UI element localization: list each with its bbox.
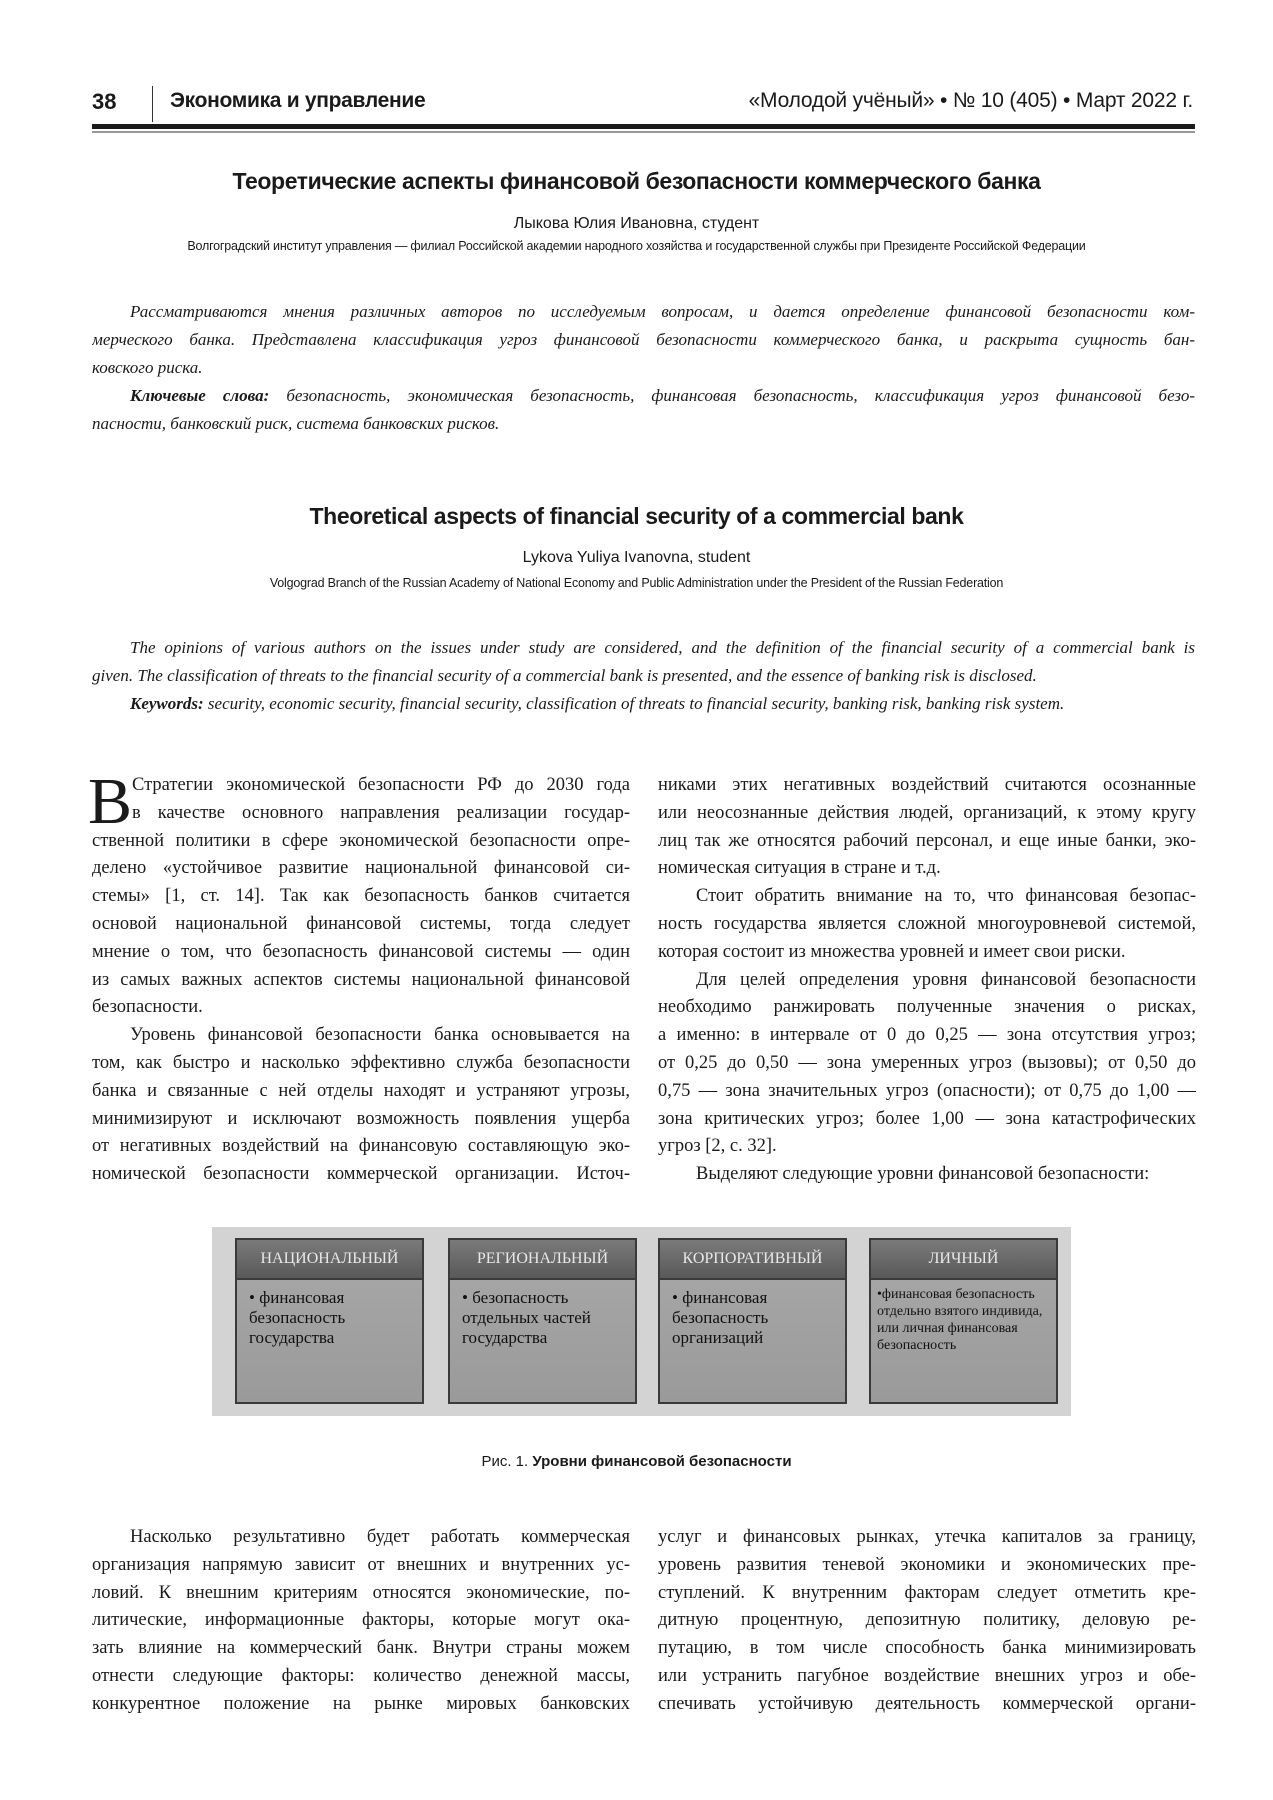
- journal-issue: «Молодой учёный» • № 10 (405) • Март 2022 г.: [748, 89, 1193, 112]
- paragraph-line: которая состоит из множества уровней и имеет свои риски.: [658, 941, 1126, 962]
- paragraph-line: основой национальной финансовой системы, тогда следует: [92, 914, 630, 934]
- keywords-line: [130, 382, 1195, 410]
- figure-caption: [0, 1453, 1273, 1470]
- paragraph-line: 0,75 — зона значительных угроз (опасности); от 0,75 до 1,00 —: [658, 1080, 1196, 1101]
- keywords-line: [130, 690, 1195, 718]
- header-rule-thin: [92, 131, 1195, 133]
- caption-prefix: Рис. 1.: [481, 1453, 533, 1470]
- header-rule: [92, 124, 1195, 129]
- paragraph-line: стемы» [1, ст. 14]. Так как безопасность банков считается: [92, 886, 630, 907]
- paragraph-line: путацию, в том числе способность банка минимизировать: [658, 1638, 1196, 1659]
- paragraph-line: Насколько результативно будет работать коммерческая: [130, 1527, 630, 1547]
- paragraph-line: или неосознанные действия людей, организаций, к этому кругу: [658, 802, 1196, 823]
- paragraph-line: лиц так же относятся рабочий персонал, и еще иные банки, эко-: [658, 830, 1196, 851]
- header-divider: [152, 86, 153, 122]
- author-ru: Лыкова Юлия Ивановна, студент: [513, 215, 760, 232]
- paragraph-line: услуг и финансовых рынках, утечка капиталов за границу,: [658, 1527, 1196, 1547]
- paragraph-line: уровень развития теневой экономики и экономических пре-: [658, 1554, 1196, 1575]
- keywords-line: пасности, банковский риск, система банковских рисков.: [92, 414, 500, 433]
- paragraph-line: из самых важных аспектов системы национальной финансовой: [92, 969, 630, 990]
- paragraph-line: отнести следующие факторы: количество денежной массы,: [92, 1666, 630, 1686]
- paragraph-line: банка и связанные с ней отделы находят и устраняют угрозы,: [92, 1080, 630, 1101]
- paragraph-line: дитную процентную, депозитную политику, деловую ре-: [658, 1610, 1196, 1631]
- article-title-ru: Теоретические аспекты финансовой безопасности коммерческого банка: [232, 168, 1041, 194]
- level-title: РЕГИОНАЛЬНЫЙ: [450, 1240, 635, 1280]
- paragraph-line: Выделяют следующие уровни финансовой безопасности:: [696, 1164, 1150, 1185]
- page-number: 38: [92, 89, 117, 114]
- level-description: • финансовая безопасность государства: [249, 1288, 346, 1347]
- paragraph-line: минимизируют и исключают возможность появления ущерба: [92, 1108, 630, 1129]
- paragraph-line: ступлений. К внутренним факторам следует отметить кре-: [658, 1582, 1196, 1603]
- abstract-line: мерческого банка. Представлена классификация угроз финансовой безопасности коммерческого банка, и раскрыта сущность бан-: [92, 330, 1195, 349]
- paragraph-line: ственной политики в сфере экономической безопасности опре-: [92, 830, 630, 851]
- keywords-text: security, economic security, financial security, classification of threats to financial security, banking risk, banking risk system.: [207, 694, 1065, 713]
- article-title-en: Theoretical aspects of financial security of a commercial bank: [309, 503, 964, 529]
- drop-cap: В: [88, 765, 133, 838]
- level-description: • финансовая безопасность организаций: [672, 1288, 769, 1347]
- paragraph-line: зона критических угроз; более 1,00 — зона катастрофических: [658, 1108, 1196, 1129]
- level-box: [448, 1238, 637, 1404]
- abstract-line: The opinions of various authors on the issues under study are considered, and the definition of the financial security of a commercial bank is: [130, 638, 1195, 657]
- paragraph-line: от 0,25 до 0,50 — зона умеренных угроз (вызовы); от 0,50 до: [658, 1053, 1196, 1073]
- paragraph-line: от негативных воздействий на финансовую составляющую эко-: [92, 1136, 630, 1157]
- paragraph-line: никами этих негативных воздействий считаются осознанные: [658, 775, 1196, 795]
- caption-title: Уровни финансовой безопасности: [532, 1453, 792, 1470]
- level-box: [869, 1238, 1058, 1404]
- level-title: КОРПОРАТИВНЫЙ: [660, 1240, 845, 1280]
- paragraph-line: или устранить пагубное воздействие внешних угроз и обе-: [658, 1666, 1196, 1686]
- keywords-text: безопасность, экономическая безопасность, финансовая безопасность, классификация угроз финансовой безо-: [286, 386, 1195, 405]
- paragraph-line: безопасности.: [92, 997, 203, 1018]
- paragraph-line: в качестве основного направления реализации государ-: [132, 802, 630, 823]
- level-title: НАЦИОНАЛЬНЫЙ: [237, 1240, 422, 1280]
- paragraph-line: а именно: в интервале от 0 до 0,25 — зона отсутствия угроз;: [658, 1025, 1196, 1046]
- abstract-line: given. The classification of threats to the financial security of a commercial bank is presented, and the essence of banking risk is disclosed.: [92, 666, 1037, 685]
- paragraph-line: литические, информационные факторы, которые могут ока-: [92, 1610, 630, 1631]
- abstract-line: ковского риска.: [92, 358, 203, 377]
- paragraph-line: необходимо ранжировать полученные значения о рисках,: [658, 997, 1196, 1018]
- paragraph-line: номическая ситуация в стране и т.д.: [658, 858, 941, 879]
- affiliation-en: Volgograd Branch of the Russian Academy of National Economy and Public Administration under the President of the Russian Federation: [269, 576, 1004, 590]
- paragraph-line: Уровень финансовой безопасности банка основывается на: [130, 1025, 630, 1046]
- paragraph-line: Для целей определения уровня финансовой безопасности: [696, 969, 1196, 990]
- paragraph-line: делено «устойчивое развитие национальной финансовой си-: [92, 858, 630, 879]
- level-description: •финансовая безопасность отдельно взятого индивида, или личная финансовая безопасность: [877, 1287, 1043, 1353]
- paragraph-line: том, как быстро и насколько эффективно служба безопасности: [92, 1053, 630, 1073]
- paragraph-line: организация напрямую зависит от внешних и внутренних ус-: [92, 1554, 630, 1575]
- paragraph-line: мнение о том, что безопасность финансовой системы — один: [92, 941, 630, 962]
- level-description: • безопасность отдельных частей государства: [462, 1288, 591, 1347]
- paragraph-line: ловий. К внешним критериям относятся экономические, по-: [92, 1582, 630, 1603]
- level-box: [658, 1238, 847, 1404]
- level-title: ЛИЧНЫЙ: [871, 1240, 1056, 1280]
- paragraph-line: Стоит обратить внимание на то, что финансовая безопас-: [696, 886, 1196, 907]
- author-en: Lykova Yuliya Ivanovna, student: [522, 549, 751, 566]
- paragraph-line: спечивать устойчивую деятельность коммерческой органи-: [658, 1693, 1196, 1714]
- paragraph-line: конкурентное положение на рынке мировых банковских: [92, 1693, 630, 1714]
- keywords-label: Keywords:: [130, 694, 204, 713]
- paragraph-line: угроз [2, с. 32].: [658, 1136, 777, 1157]
- abstract-line: Рассматриваются мнения различных авторов по исследуемым вопросам, и дается определение финансовой безопасности ком-: [130, 302, 1195, 321]
- level-box: [235, 1238, 424, 1404]
- affiliation-ru: Волгоградский институт управления — филиал Российской академии народного хозяйства и государственной службы при Президенте Российской Федерации: [187, 239, 1086, 253]
- section-title: Экономика и управление: [170, 89, 426, 112]
- paragraph-line: Стратегии экономической безопасности РФ до 2030 года: [132, 775, 630, 795]
- paragraph-line: номической безопасности коммерческой организации. Источ-: [92, 1164, 630, 1185]
- paragraph-line: зать влияние на коммерческий банк. Внутри страны можем: [92, 1638, 630, 1659]
- paragraph-line: ность государства является сложной многоуровневой системой,: [658, 914, 1196, 934]
- keywords-label: Ключевые слова:: [130, 386, 270, 405]
- figure-levels: [212, 1227, 1071, 1416]
